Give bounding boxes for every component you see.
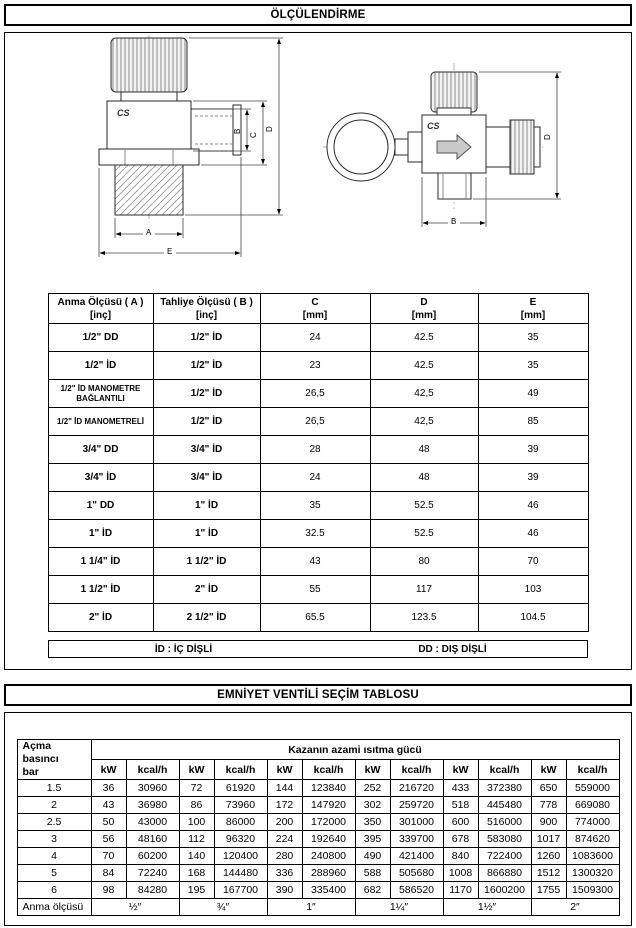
power-cell: 200	[267, 814, 302, 831]
power-cell: 36	[91, 780, 126, 797]
selection-row	[17, 831, 619, 848]
dimension-value-cell: 23	[260, 352, 370, 380]
power-cell: 505680	[390, 865, 443, 882]
male-thread	[115, 165, 183, 215]
power-cell: 1083600	[566, 848, 619, 865]
power-cell: 73960	[214, 797, 267, 814]
dim-label-b: B	[233, 128, 242, 134]
power-cell: 252	[355, 780, 390, 797]
pressure-header-line2: bar	[22, 766, 39, 778]
column-header: C [mm]	[260, 294, 370, 324]
power-cell: 30960	[126, 780, 179, 797]
pressure-cell: 2.5	[17, 814, 91, 831]
power-cell: 216720	[390, 780, 443, 797]
dimension-value-cell: 55	[260, 576, 370, 604]
power-cell: 60200	[126, 848, 179, 865]
brand-mark: CS	[117, 108, 130, 118]
power-cell: 900	[531, 814, 566, 831]
power-cell: 516000	[478, 814, 531, 831]
power-cell: 280	[267, 848, 302, 865]
dimension-value-cell: 35	[478, 324, 588, 352]
technical-drawings	[5, 33, 631, 293]
power-cell: 336	[267, 865, 302, 882]
unit-header: kW	[179, 760, 214, 780]
column-header: Tahliye Ölçüsü ( B ) [inç]	[153, 294, 260, 324]
pressure-cell: 5	[17, 865, 91, 882]
dimension-row	[48, 380, 588, 408]
unit-header: kW	[443, 760, 478, 780]
nominal-size-cell: 2" İD	[48, 604, 153, 632]
power-cell: 650	[531, 780, 566, 797]
unit-header: kcal/h	[126, 760, 179, 780]
nominal-size-cell: 2″	[531, 899, 619, 916]
dimension-row	[48, 352, 588, 380]
power-cell: 98	[91, 882, 126, 899]
dimension-value-cell: 52.5	[370, 492, 478, 520]
power-cell: 669080	[566, 797, 619, 814]
power-cell: 36980	[126, 797, 179, 814]
knurled-cap	[431, 72, 477, 112]
power-cell: 96320	[214, 831, 267, 848]
unit-header: kW	[91, 760, 126, 780]
section2-title-bar	[4, 684, 632, 706]
nominal-size-cell: ½″	[91, 899, 179, 916]
power-cell: 1600200	[478, 882, 531, 899]
dimension-value-cell: 35	[478, 352, 588, 380]
section-gap	[4, 670, 632, 684]
power-cell: 1512	[531, 865, 566, 882]
power-cell: 682	[355, 882, 390, 899]
pressure-header	[17, 740, 91, 780]
power-cell: 84280	[126, 882, 179, 899]
nominal-size-cell: 3/4" İD	[48, 464, 153, 492]
dimension-value-cell: 46	[478, 492, 588, 520]
selection-table	[17, 739, 620, 916]
dim-header-row	[48, 294, 588, 324]
dim-label-a: A	[146, 228, 152, 237]
power-header: Kazanın azami ısıtma gücü	[91, 740, 619, 760]
power-cell: 43000	[126, 814, 179, 831]
knurled-cap	[111, 38, 187, 92]
power-cell: 86000	[214, 814, 267, 831]
dimension-value-cell: 70	[478, 548, 588, 576]
power-cell: 722400	[478, 848, 531, 865]
column-header: D [mm]	[370, 294, 478, 324]
dimension-value-cell: 80	[370, 548, 478, 576]
dimension-value-cell: 48	[370, 464, 478, 492]
power-cell: 172	[267, 797, 302, 814]
power-cell: 339700	[390, 831, 443, 848]
power-cell: 301000	[390, 814, 443, 831]
dimension-row	[48, 464, 588, 492]
nominal-size-cell: 1/2" İD	[48, 352, 153, 380]
selection-row	[17, 865, 619, 882]
nominal-size-cell: 1/2" İD MANOMETRELİ	[48, 408, 153, 436]
power-cell: 350	[355, 814, 390, 831]
discharge-size-cell: 3/4" İD	[153, 436, 260, 464]
pressure-cell: 6	[17, 882, 91, 899]
power-cell: 586520	[390, 882, 443, 899]
size-row-label: Anma ölçüsü	[17, 899, 91, 916]
power-cell: 774000	[566, 814, 619, 831]
dimension-row	[48, 408, 588, 436]
dimensioning-section	[4, 32, 632, 670]
power-cell: 335400	[302, 882, 355, 899]
dimension-value-cell: 24	[260, 464, 370, 492]
power-cell: 48160	[126, 831, 179, 848]
power-cell: 288960	[302, 865, 355, 882]
legend-dd: DD : DIŞ DİŞLİ	[418, 643, 487, 655]
unit-header: kW	[355, 760, 390, 780]
nominal-size-cell: 1½″	[443, 899, 531, 916]
dimension-value-cell: 117	[370, 576, 478, 604]
section1-title-bar	[4, 4, 632, 26]
power-cell: 195	[179, 882, 214, 899]
dim-label-d: D	[543, 134, 552, 140]
pressure-cell: 3	[17, 831, 91, 848]
dimension-value-cell: 26,5	[260, 408, 370, 436]
power-cell: 112	[179, 831, 214, 848]
cap-collar	[121, 92, 177, 101]
gauge-hex	[408, 132, 422, 162]
dim-label-c: C	[249, 132, 258, 138]
dimension-value-cell: 35	[260, 492, 370, 520]
pressure-cell: 4	[17, 848, 91, 865]
power-cell: 1755	[531, 882, 566, 899]
nominal-size-cell: 1″	[267, 899, 355, 916]
unit-header: kcal/h	[302, 760, 355, 780]
cap-collar	[437, 108, 471, 115]
power-cell: 192640	[302, 831, 355, 848]
dimension-table	[48, 293, 589, 632]
nominal-size-cell: 1 1/4" İD	[48, 548, 153, 576]
power-cell: 1509300	[566, 882, 619, 899]
section1-title: ÖLÇÜLENDİRME	[270, 9, 366, 21]
discharge-size-cell: 1/2" İD	[153, 380, 260, 408]
selection-row	[17, 848, 619, 865]
dimension-row	[48, 324, 588, 352]
valve-side-drawing	[321, 59, 571, 249]
dimension-value-cell: 103	[478, 576, 588, 604]
dimension-row	[48, 492, 588, 520]
section2-title: EMNİYET VENTİLİ SEÇİM TABLOSU	[217, 689, 419, 701]
power-cell: 395	[355, 831, 390, 848]
power-cell: 433	[443, 780, 478, 797]
unit-header: kcal/h	[390, 760, 443, 780]
power-cell: 86	[179, 797, 214, 814]
dimension-value-cell: 28	[260, 436, 370, 464]
power-cell: 874620	[566, 831, 619, 848]
nominal-size-cell: ¾″	[179, 899, 267, 916]
power-cell: 1300320	[566, 865, 619, 882]
legend-id: İD : İÇ DİŞLİ	[154, 643, 213, 655]
outlet-port	[191, 109, 235, 151]
power-cell: 678	[443, 831, 478, 848]
power-cell: 583080	[478, 831, 531, 848]
union-nut	[510, 120, 534, 174]
dimension-value-cell: 26,5	[260, 380, 370, 408]
power-cell: 61920	[214, 780, 267, 797]
dimension-row	[48, 576, 588, 604]
power-cell: 840	[443, 848, 478, 865]
selection-row	[17, 797, 619, 814]
dimension-value-cell: 48	[370, 436, 478, 464]
power-cell: 390	[267, 882, 302, 899]
power-cell: 866880	[478, 865, 531, 882]
discharge-size-cell: 2" İD	[153, 576, 260, 604]
column-header: Anma Ölçüsü ( A ) [inç]	[48, 294, 153, 324]
power-cell: 778	[531, 797, 566, 814]
power-cell: 372380	[478, 780, 531, 797]
unit-header: kcal/h	[566, 760, 619, 780]
selection-section	[4, 712, 632, 926]
dimension-value-cell: 52.5	[370, 520, 478, 548]
outlet-port	[486, 127, 510, 167]
power-cell: 123840	[302, 780, 355, 797]
power-cell: 518	[443, 797, 478, 814]
power-cell: 224	[267, 831, 302, 848]
selection-row	[17, 814, 619, 831]
power-cell: 72240	[126, 865, 179, 882]
pressure-cell: 2	[17, 797, 91, 814]
unit-header-row	[17, 760, 619, 780]
power-cell: 50	[91, 814, 126, 831]
dimension-value-cell: 42.5	[370, 352, 478, 380]
dimension-row	[48, 436, 588, 464]
power-cell: 147920	[302, 797, 355, 814]
power-cell: 559000	[566, 780, 619, 797]
power-cell: 100	[179, 814, 214, 831]
discharge-size-cell: 1/2" İD	[153, 408, 260, 436]
nominal-size-cell: 1" İD	[48, 520, 153, 548]
power-cell: 259720	[390, 797, 443, 814]
dimension-row	[48, 520, 588, 548]
selection-row	[17, 780, 619, 797]
power-cell: 240800	[302, 848, 355, 865]
dimension-value-cell: 49	[478, 380, 588, 408]
dimension-value-cell: 32.5	[260, 520, 370, 548]
power-header-row	[17, 740, 619, 760]
selection-table-body	[17, 780, 619, 899]
power-cell: 168	[179, 865, 214, 882]
power-cell: 84	[91, 865, 126, 882]
dimension-value-cell: 65.5	[260, 604, 370, 632]
dimension-value-cell: 42.5	[370, 324, 478, 352]
power-cell: 600	[443, 814, 478, 831]
discharge-size-cell: 2 1/2" İD	[153, 604, 260, 632]
power-cell: 140	[179, 848, 214, 865]
discharge-size-cell: 3/4" İD	[153, 464, 260, 492]
power-cell: 445480	[478, 797, 531, 814]
gauge-stem	[395, 139, 408, 155]
thread-legend	[48, 640, 588, 658]
power-cell: 588	[355, 865, 390, 882]
discharge-size-cell: 1/2" İD	[153, 352, 260, 380]
power-cell: 72	[179, 780, 214, 797]
dimension-value-cell: 85	[478, 408, 588, 436]
power-cell: 1170	[443, 882, 478, 899]
power-cell: 302	[355, 797, 390, 814]
dimension-value-cell: 39	[478, 464, 588, 492]
hex-nut	[99, 149, 199, 165]
pressure-header-line1: Açma basıncı	[22, 740, 59, 765]
discharge-size-cell: 1/2" İD	[153, 324, 260, 352]
power-cell: 421400	[390, 848, 443, 865]
power-cell: 120400	[214, 848, 267, 865]
power-cell: 167700	[214, 882, 267, 899]
nominal-size-cell: 1/2" DD	[48, 324, 153, 352]
dimension-value-cell: 43	[260, 548, 370, 576]
dim-label-b: B	[451, 217, 457, 226]
size-row	[17, 899, 619, 916]
discharge-size-cell: 1" İD	[153, 520, 260, 548]
dimension-value-cell: 123.5	[370, 604, 478, 632]
nominal-size-cell: 3/4" DD	[48, 436, 153, 464]
unit-header: kW	[531, 760, 566, 780]
dimension-value-cell: 39	[478, 436, 588, 464]
power-cell: 70	[91, 848, 126, 865]
selection-row	[17, 882, 619, 899]
dim-table-body	[48, 324, 588, 632]
power-cell: 144	[267, 780, 302, 797]
dimension-value-cell: 42,5	[370, 408, 478, 436]
nominal-size-cell: 1" DD	[48, 492, 153, 520]
power-cell: 43	[91, 797, 126, 814]
power-cell: 172000	[302, 814, 355, 831]
dimension-value-cell: 104.5	[478, 604, 588, 632]
dimension-value-cell: 24	[260, 324, 370, 352]
power-cell: 1008	[443, 865, 478, 882]
outlet-end	[534, 127, 540, 167]
pressure-cell: 1.5	[17, 780, 91, 797]
power-cell: 56	[91, 831, 126, 848]
unit-header: kcal/h	[478, 760, 531, 780]
power-cell: 490	[355, 848, 390, 865]
dim-label-e: E	[167, 247, 173, 256]
dimension-value-cell: 42,5	[370, 380, 478, 408]
power-cell: 1260	[531, 848, 566, 865]
dimension-row	[48, 548, 588, 576]
discharge-size-cell: 1 1/2" İD	[153, 548, 260, 576]
unit-header: kcal/h	[214, 760, 267, 780]
dimension-value-cell: 46	[478, 520, 588, 548]
valve-front-drawing	[83, 35, 298, 275]
column-header: E [mm]	[478, 294, 588, 324]
power-cell: 1017	[531, 831, 566, 848]
discharge-size-cell: 1" İD	[153, 492, 260, 520]
nominal-size-cell: 1¼″	[355, 899, 443, 916]
dimension-row	[48, 604, 588, 632]
nominal-size-cell: 1 1/2" İD	[48, 576, 153, 604]
brand-mark: CS	[427, 121, 440, 131]
power-cell: 144480	[214, 865, 267, 882]
dim-label-d: D	[265, 126, 274, 132]
nominal-size-cell: 1/2" İD MANOMETRE BAĞLANTILI	[48, 380, 153, 408]
unit-header: kW	[267, 760, 302, 780]
